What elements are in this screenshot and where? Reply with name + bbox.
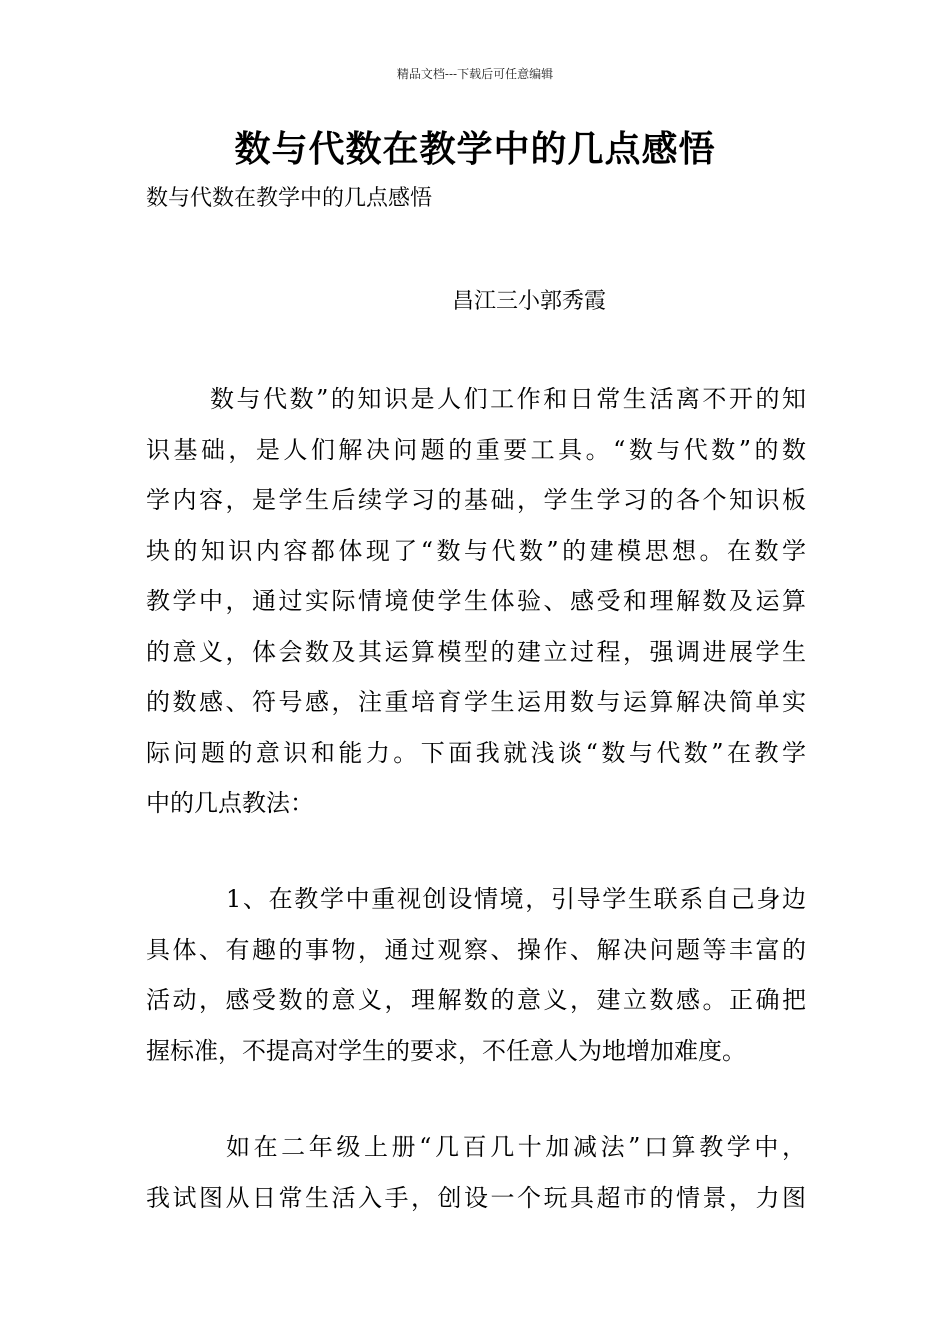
- text-line: 际问题的意识和能力。下面我就浅谈“数与代数”在教学: [146, 738, 806, 767]
- text-line: 如在二年级上册“几百几十加减法”口算教学中，: [226, 1133, 806, 1161]
- text-line: 具体、有趣的事物，通过观察、操作、解决问题等丰富的: [146, 935, 806, 964]
- text-line: 识基础，是人们解决问题的重要工具。“数与代数”的数: [146, 435, 806, 464]
- text-line: 1、在教学中重视创设情境，引导学生联系自己身边: [226, 885, 806, 913]
- text-line: 中的几点教法：: [146, 789, 314, 817]
- text-line: 活动，感受数的意义，理解数的意义，建立数感。正确把: [146, 986, 806, 1014]
- text-line: 学内容，是学生后续学习的基础，学生学习的各个知识板: [146, 486, 806, 514]
- text-line: 的意义，体会数及其运算模型的建立过程，强调进展学生: [146, 637, 806, 666]
- header-note: 精品文档---下载后可任意编辑: [396, 67, 554, 81]
- text-line: 数与代数”的知识是人们工作和日常生活离不开的知: [210, 385, 806, 413]
- paragraph-intro: [146, 374, 806, 829]
- text-line: 我试图从日常生活入手，创设一个玩具超市的情景，力图: [146, 1183, 806, 1212]
- document-title: 数与代数在教学中的几点感悟: [234, 129, 716, 170]
- text-line: 教学中，通过实际情境使学生体验、感受和理解数及运算: [146, 587, 806, 615]
- text-line: 块的知识内容都体现了“数与代数”的建模思想。在数学: [146, 536, 806, 565]
- paragraph-point-1: [146, 874, 806, 1076]
- text-line: 的数感、符号感，注重培育学生运用数与运算解决简单实: [146, 688, 806, 716]
- author-line: 昌江三小郭秀霞: [452, 289, 607, 314]
- document-subtitle: 数与代数在教学中的几点感悟: [146, 186, 433, 211]
- paragraph-example: [146, 1122, 806, 1223]
- text-line: 握标准，不提高对学生的要求，不任意人为地增加难度。: [146, 1036, 746, 1065]
